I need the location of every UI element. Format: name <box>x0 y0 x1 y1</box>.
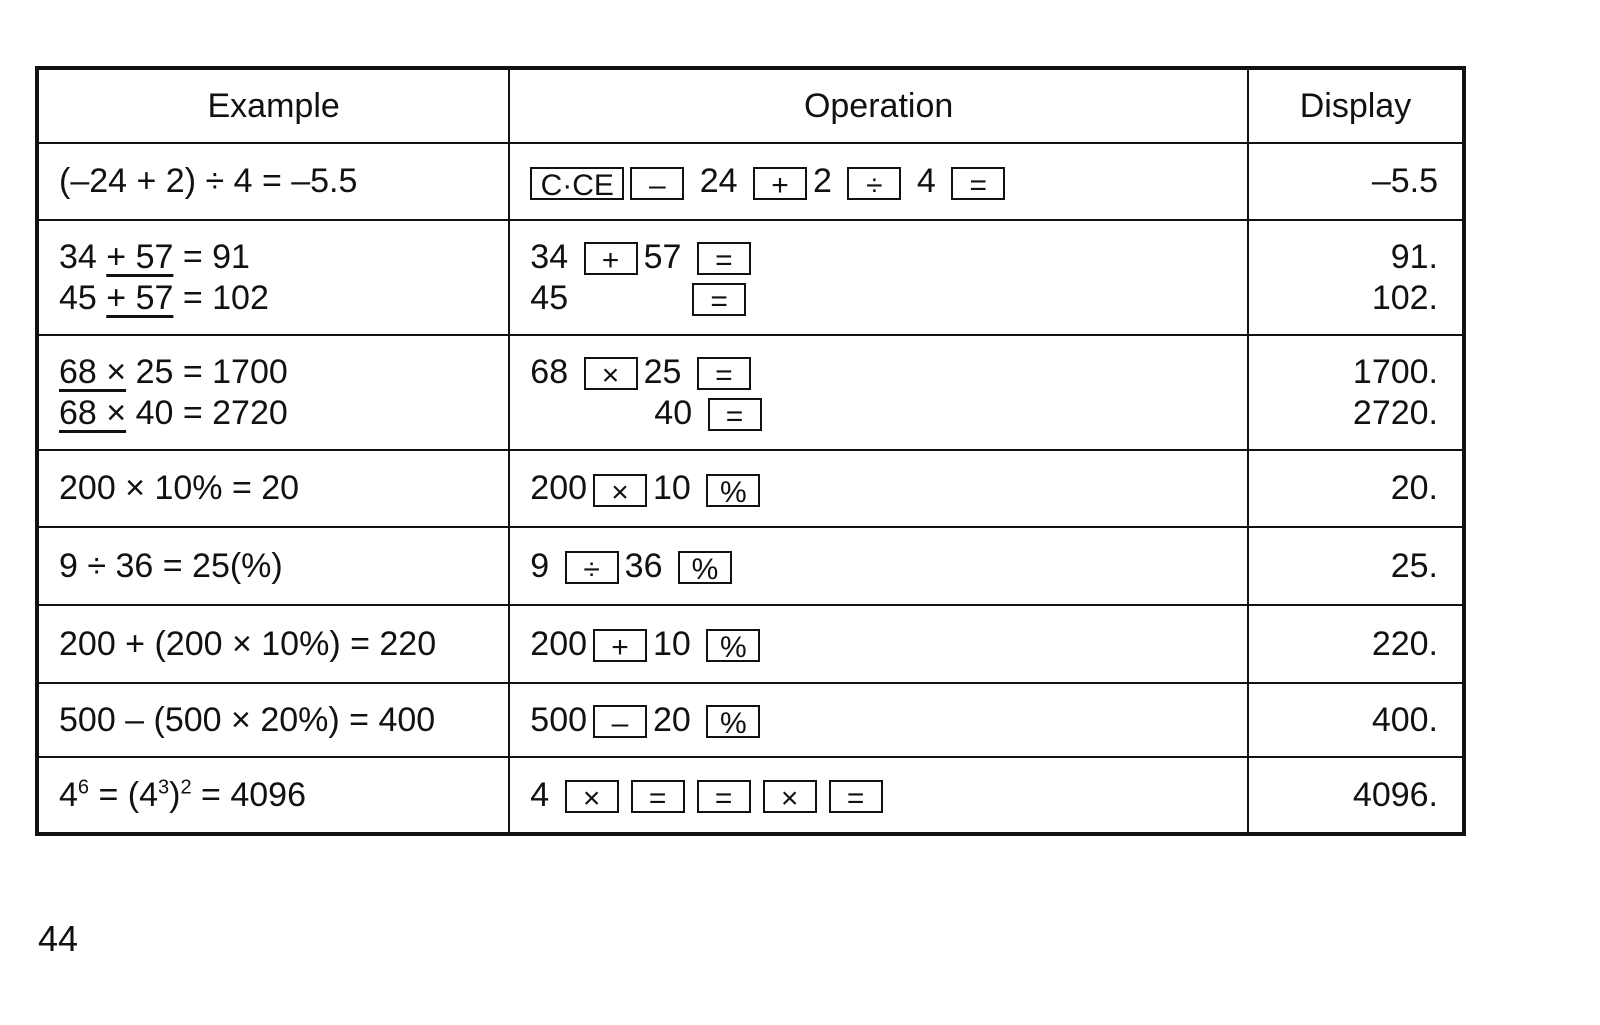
operand: 45 <box>59 278 107 317</box>
display-cell <box>1248 683 1464 757</box>
key-divide: ÷ <box>565 551 619 584</box>
operand: 2 <box>813 162 832 200</box>
table-row <box>37 143 1464 220</box>
result: 40 = 2720 <box>126 393 288 432</box>
example-expression: 200 × 10% = 20 <box>59 469 300 507</box>
exponent: 2 <box>180 776 192 799</box>
display-cell <box>1248 143 1464 220</box>
display-value: 20. <box>1390 469 1438 507</box>
example-cell <box>37 757 509 834</box>
operand: 25 <box>643 352 682 391</box>
key-minus: – <box>593 705 647 738</box>
key-percent: % <box>706 474 760 507</box>
key-equals: = <box>829 780 883 813</box>
key-percent: % <box>706 629 760 662</box>
repeated-term: 68 × <box>59 352 127 391</box>
operand: 36 <box>624 546 663 585</box>
operation-examples-table <box>35 66 1466 836</box>
example-cell <box>37 335 509 450</box>
display-value: 25. <box>1390 546 1438 585</box>
operand: 4 <box>59 775 78 814</box>
display-value: 400. <box>1371 700 1438 739</box>
table-header-row <box>37 68 1464 143</box>
key-sequence <box>530 775 1247 816</box>
exponent: 3 <box>158 776 170 799</box>
operation-cell <box>509 220 1248 335</box>
key-plus: + <box>593 629 647 662</box>
key-percent: % <box>706 705 760 738</box>
operand: 57 <box>643 237 682 276</box>
key-equals: = <box>697 357 751 390</box>
display-value: 2720. <box>1352 393 1438 432</box>
header-operation: Operation <box>509 68 1248 143</box>
result: = 4096 <box>191 775 306 814</box>
example-expression <box>59 352 508 393</box>
result: = 102 <box>173 278 269 317</box>
table-row <box>37 450 1464 527</box>
exponent: 6 <box>77 776 90 799</box>
key-sequence <box>530 700 1247 741</box>
result: = 91 <box>173 237 250 276</box>
table-row <box>37 527 1464 605</box>
operation-cell <box>509 335 1248 450</box>
key-sequence <box>530 624 1247 665</box>
display-value: 4096. <box>1352 775 1438 814</box>
operand: 34 <box>59 237 107 276</box>
key-sequence <box>530 352 1247 393</box>
example-expression <box>59 278 508 319</box>
operation-cell <box>509 450 1248 527</box>
example-expression <box>59 393 508 434</box>
table-row <box>37 335 1464 450</box>
operand: 200 <box>530 624 588 663</box>
key-plus: + <box>584 242 638 275</box>
key-plus: + <box>753 167 807 200</box>
operation-cell <box>509 683 1248 757</box>
key-sequence <box>530 468 1247 509</box>
repeated-term: + 57 <box>106 237 174 276</box>
key-sequence <box>530 161 1247 202</box>
repeated-term: 68 × <box>59 393 127 432</box>
key-multiply: × <box>584 357 638 390</box>
key-equals: = <box>951 167 1005 200</box>
example-expression <box>59 237 508 278</box>
operand: 68 <box>530 352 569 391</box>
operation-cell <box>509 605 1248 683</box>
operand: 40 <box>654 393 693 432</box>
table-row <box>37 220 1464 335</box>
operand: 10 <box>653 624 691 663</box>
example-cell <box>37 683 509 757</box>
key-clear: C·CE <box>530 167 624 200</box>
example-expression: 200 + (200 × 10%) = 220 <box>59 624 437 663</box>
operand: 45 <box>530 278 569 317</box>
example-expression: 9 ÷ 36 = 25(%) <box>59 546 283 585</box>
operand: ) <box>169 775 181 814</box>
operand: 20 <box>653 700 691 739</box>
display-value: 220. <box>1371 624 1438 663</box>
display-cell <box>1248 757 1464 834</box>
display-cell <box>1248 220 1464 335</box>
table-row <box>37 683 1464 757</box>
display-value: 91. <box>1390 237 1438 276</box>
key-divide: ÷ <box>847 167 901 200</box>
example-cell <box>37 450 509 527</box>
key-sequence <box>530 278 1247 319</box>
key-multiply: × <box>763 780 817 813</box>
operand: 200 <box>530 469 588 507</box>
display-cell <box>1248 605 1464 683</box>
header-example: Example <box>37 68 509 143</box>
operand: 500 <box>530 700 588 739</box>
example-expression: (–24 + 2) ÷ 4 = –5.5 <box>59 162 358 200</box>
table-row <box>37 605 1464 683</box>
example-cell <box>37 143 509 220</box>
operation-cell <box>509 527 1248 605</box>
table-row <box>37 757 1464 834</box>
example-cell <box>37 220 509 335</box>
display-cell <box>1248 335 1464 450</box>
example-cell <box>37 605 509 683</box>
display-cell <box>1248 527 1464 605</box>
key-equals: = <box>697 780 751 813</box>
operation-cell <box>509 143 1248 220</box>
display-value: 1700. <box>1352 352 1438 391</box>
key-sequence <box>530 237 1247 278</box>
key-percent: % <box>678 551 732 584</box>
key-multiply: × <box>565 780 619 813</box>
example-cell <box>37 527 509 605</box>
display-cell <box>1248 450 1464 527</box>
page-number: 44 <box>38 918 79 959</box>
key-equals: = <box>631 780 685 813</box>
header-display: Display <box>1248 68 1464 143</box>
operand: 4 <box>530 775 550 814</box>
key-sequence <box>530 546 1247 587</box>
key-equals: = <box>692 283 746 316</box>
result: 25 = 1700 <box>126 352 288 391</box>
display-value: –5.5 <box>1371 162 1438 200</box>
display-value: 102. <box>1371 278 1438 317</box>
operand: 9 <box>530 546 550 585</box>
example-expression: 500 – (500 × 20%) = 400 <box>59 700 436 739</box>
operand: 24 <box>699 162 738 200</box>
example-expression <box>59 775 508 816</box>
operand: 10 <box>653 469 691 507</box>
operand: = (4 <box>89 775 159 814</box>
key-sequence <box>530 393 1247 434</box>
key-equals: = <box>708 398 762 431</box>
operand: 4 <box>916 162 936 200</box>
operand: 34 <box>530 237 569 276</box>
operation-cell <box>509 757 1248 834</box>
key-equals: = <box>697 242 751 275</box>
repeated-term: + 57 <box>106 278 174 317</box>
key-multiply: × <box>593 474 647 507</box>
key-minus: – <box>630 167 684 200</box>
